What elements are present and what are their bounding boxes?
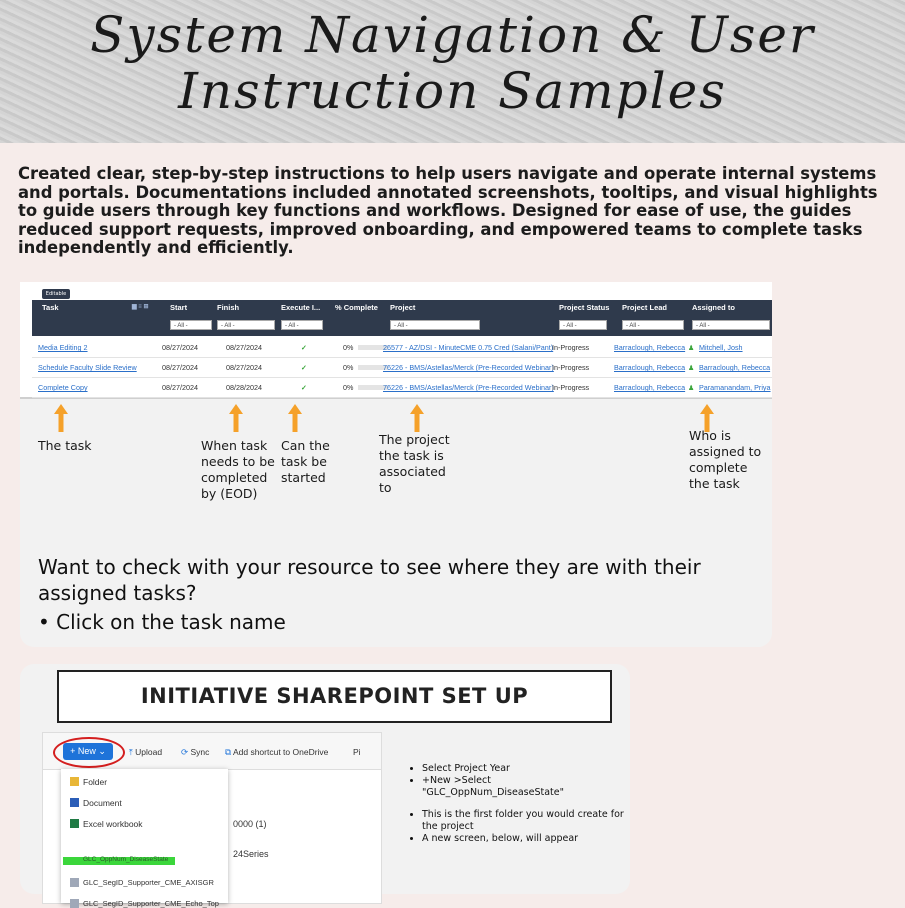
new-dropdown-menu bbox=[61, 769, 228, 908]
sharepoint-toolbar bbox=[43, 733, 381, 770]
file-icon bbox=[70, 899, 79, 908]
more-button[interactable]: Pi bbox=[353, 747, 361, 757]
finish-date: 08/28/2024 bbox=[226, 383, 262, 392]
page-header bbox=[0, 0, 905, 143]
task-table-screenshot bbox=[20, 282, 772, 399]
project-status: In-Progress bbox=[552, 383, 590, 392]
sharepoint-guide-card bbox=[20, 664, 630, 908]
menu-item-document[interactable]: Document bbox=[83, 798, 122, 808]
finish-date: 08/27/2024 bbox=[226, 363, 262, 372]
execute-check-icon: ✓ bbox=[301, 343, 308, 352]
page-title-line2: Instruction Samples bbox=[178, 62, 727, 120]
task-link[interactable]: Schedule Faculty Slide Review bbox=[38, 363, 137, 372]
project-lead[interactable]: Barraclough, Rebecca bbox=[614, 383, 686, 392]
setup-instructions bbox=[412, 763, 632, 845]
filter-lead[interactable]: - All - bbox=[622, 320, 684, 330]
caption-assigned: Who is assigned to complete the task bbox=[689, 428, 762, 491]
assigned-to[interactable]: Mitchell, Josh bbox=[699, 343, 743, 352]
menu-item-excel[interactable]: Excel workbook bbox=[83, 819, 143, 829]
instruction-text: • Click on the task name bbox=[38, 610, 286, 634]
filter-start[interactable]: - All - bbox=[170, 320, 212, 330]
filter-project[interactable]: - All - bbox=[390, 320, 480, 330]
caption-task: The task bbox=[38, 438, 92, 453]
pct-complete: 0% bbox=[343, 383, 354, 392]
list-item[interactable]: GLC_SegID_Supporter_CME_AXISGR bbox=[83, 878, 214, 887]
execute-check-icon: ✓ bbox=[301, 383, 308, 392]
question-text: Want to check with your resource to see where they are with their assigned tasks? bbox=[38, 555, 701, 605]
project-link[interactable]: 26577 - AZ/DSI - MinuteCME 0.75 Cred (Salani/Pant) bbox=[383, 343, 554, 352]
col-start[interactable]: Start bbox=[170, 303, 188, 312]
table-row bbox=[32, 377, 772, 398]
editable-badge: Editable bbox=[42, 289, 70, 299]
arrow-up-icon bbox=[229, 404, 243, 432]
excel-icon bbox=[70, 819, 79, 828]
filter-finish[interactable]: - All - bbox=[217, 320, 275, 330]
person-icon: ♟ bbox=[688, 383, 695, 392]
filter-execute[interactable]: - All - bbox=[281, 320, 323, 330]
project-lead[interactable]: Barraclough, Rebecca bbox=[614, 363, 686, 372]
start-date: 08/27/2024 bbox=[162, 343, 198, 352]
page-title-line1: System Navigation & User bbox=[90, 6, 815, 64]
list-item[interactable]: GLC_SegID_Supporter_CME_Echo_Top bbox=[83, 899, 219, 908]
highlight-ring bbox=[53, 737, 125, 768]
project-status: In-Progress bbox=[552, 363, 590, 372]
word-icon bbox=[70, 798, 79, 807]
person-icon: ♟ bbox=[688, 343, 695, 352]
col-project-lead[interactable]: Project Lead bbox=[622, 303, 668, 312]
sync-icon: ⟳ bbox=[181, 747, 191, 757]
sharepoint-screenshot bbox=[42, 732, 382, 908]
col-pct-complete[interactable]: % Complete bbox=[335, 303, 378, 312]
menu-item-folder[interactable]: Folder bbox=[83, 777, 107, 787]
arrow-up-icon bbox=[54, 404, 68, 432]
col-project[interactable]: Project bbox=[390, 303, 416, 312]
table-row bbox=[32, 357, 772, 378]
new-button[interactable]: + New ⌄ bbox=[63, 743, 113, 760]
finish-date: 08/27/2024 bbox=[226, 343, 262, 352]
pct-complete: 0% bbox=[343, 363, 354, 372]
sharepoint-title: INITIATIVE SHAREPOINT SET UP bbox=[57, 670, 612, 723]
bullet-item: • This is the first folder you would create for the project bbox=[422, 809, 632, 833]
assigned-to[interactable]: Barraclough, Rebecca bbox=[699, 363, 771, 372]
bullet-item: • Select Project Year bbox=[422, 763, 632, 775]
col-project-status[interactable]: Project Status bbox=[559, 303, 610, 312]
start-date: 08/27/2024 bbox=[162, 363, 198, 372]
task-link[interactable]: Media Editing 2 bbox=[38, 343, 88, 352]
caption-project: The project the task is associated to bbox=[379, 432, 450, 495]
add-shortcut-button[interactable]: ⧉ Add shortcut to OneDrive bbox=[225, 747, 329, 757]
folder-icon bbox=[70, 777, 79, 786]
project-lead[interactable]: Barraclough, Rebecca bbox=[614, 343, 686, 352]
pct-complete: 0% bbox=[343, 343, 354, 352]
caption-execute: Can the task be started bbox=[281, 438, 330, 485]
col-task[interactable]: Task bbox=[42, 303, 59, 312]
col-assigned-to[interactable]: Assigned to bbox=[692, 303, 735, 312]
upload-button[interactable]: ⤒ Upload bbox=[129, 747, 163, 757]
menu-item-template[interactable]: GLC_OppNum_DiseaseState bbox=[83, 856, 169, 863]
execute-check-icon: ✓ bbox=[301, 363, 308, 372]
file-icon bbox=[70, 878, 79, 887]
filter-assigned[interactable]: - All - bbox=[692, 320, 770, 330]
background-row: 0000 (1) bbox=[233, 819, 267, 829]
project-link[interactable]: 76226 - BMS/Astellas/Merck (Pre-Recorded Webinar) bbox=[383, 363, 554, 372]
arrow-up-icon bbox=[410, 404, 424, 432]
caption-finish: When task needs to be completed by (EOD) bbox=[201, 438, 275, 501]
background-row: 24Series bbox=[233, 849, 269, 859]
upload-icon: ⤒ bbox=[129, 747, 136, 757]
col-execute[interactable]: Execute I... bbox=[281, 303, 321, 312]
arrow-up-icon bbox=[288, 404, 302, 432]
assigned-to[interactable]: Paramanandam, Priya bbox=[699, 383, 771, 392]
col-finish[interactable]: Finish bbox=[217, 303, 240, 312]
table-header bbox=[32, 300, 772, 336]
sync-button[interactable]: ⟳ Sync bbox=[181, 747, 210, 757]
filter-icons[interactable]: ▆ ≡ ⊞ bbox=[132, 304, 149, 310]
intro-paragraph: Created clear, step-by-step instructions to help users navigate and operate internal systems and portals. Documentations included annotated screenshots, tooltips, and visual highlights to guide users through key functions and workflows. Designed for ease of use, the guides reduced support requests, improved onboarding, and empowered teams to complete tasks independently and efficiently. bbox=[18, 164, 878, 257]
bullet-item: • +New >Select "GLC_OppNum_DiseaseState" bbox=[422, 775, 632, 799]
task-guide-card bbox=[20, 282, 772, 647]
bullet-item: • A new screen, below, will appear bbox=[422, 833, 632, 845]
task-link[interactable]: Complete Copy bbox=[38, 383, 88, 392]
shortcut-icon: ⧉ bbox=[225, 747, 233, 757]
table-row bbox=[32, 337, 772, 358]
filter-status[interactable]: - All - bbox=[559, 320, 607, 330]
project-link[interactable]: 76226 - BMS/Astellas/Merck (Pre-Recorded Webinar) bbox=[383, 383, 554, 392]
project-status: In-Progress bbox=[552, 343, 590, 352]
start-date: 08/27/2024 bbox=[162, 383, 198, 392]
person-icon: ♟ bbox=[688, 363, 695, 372]
